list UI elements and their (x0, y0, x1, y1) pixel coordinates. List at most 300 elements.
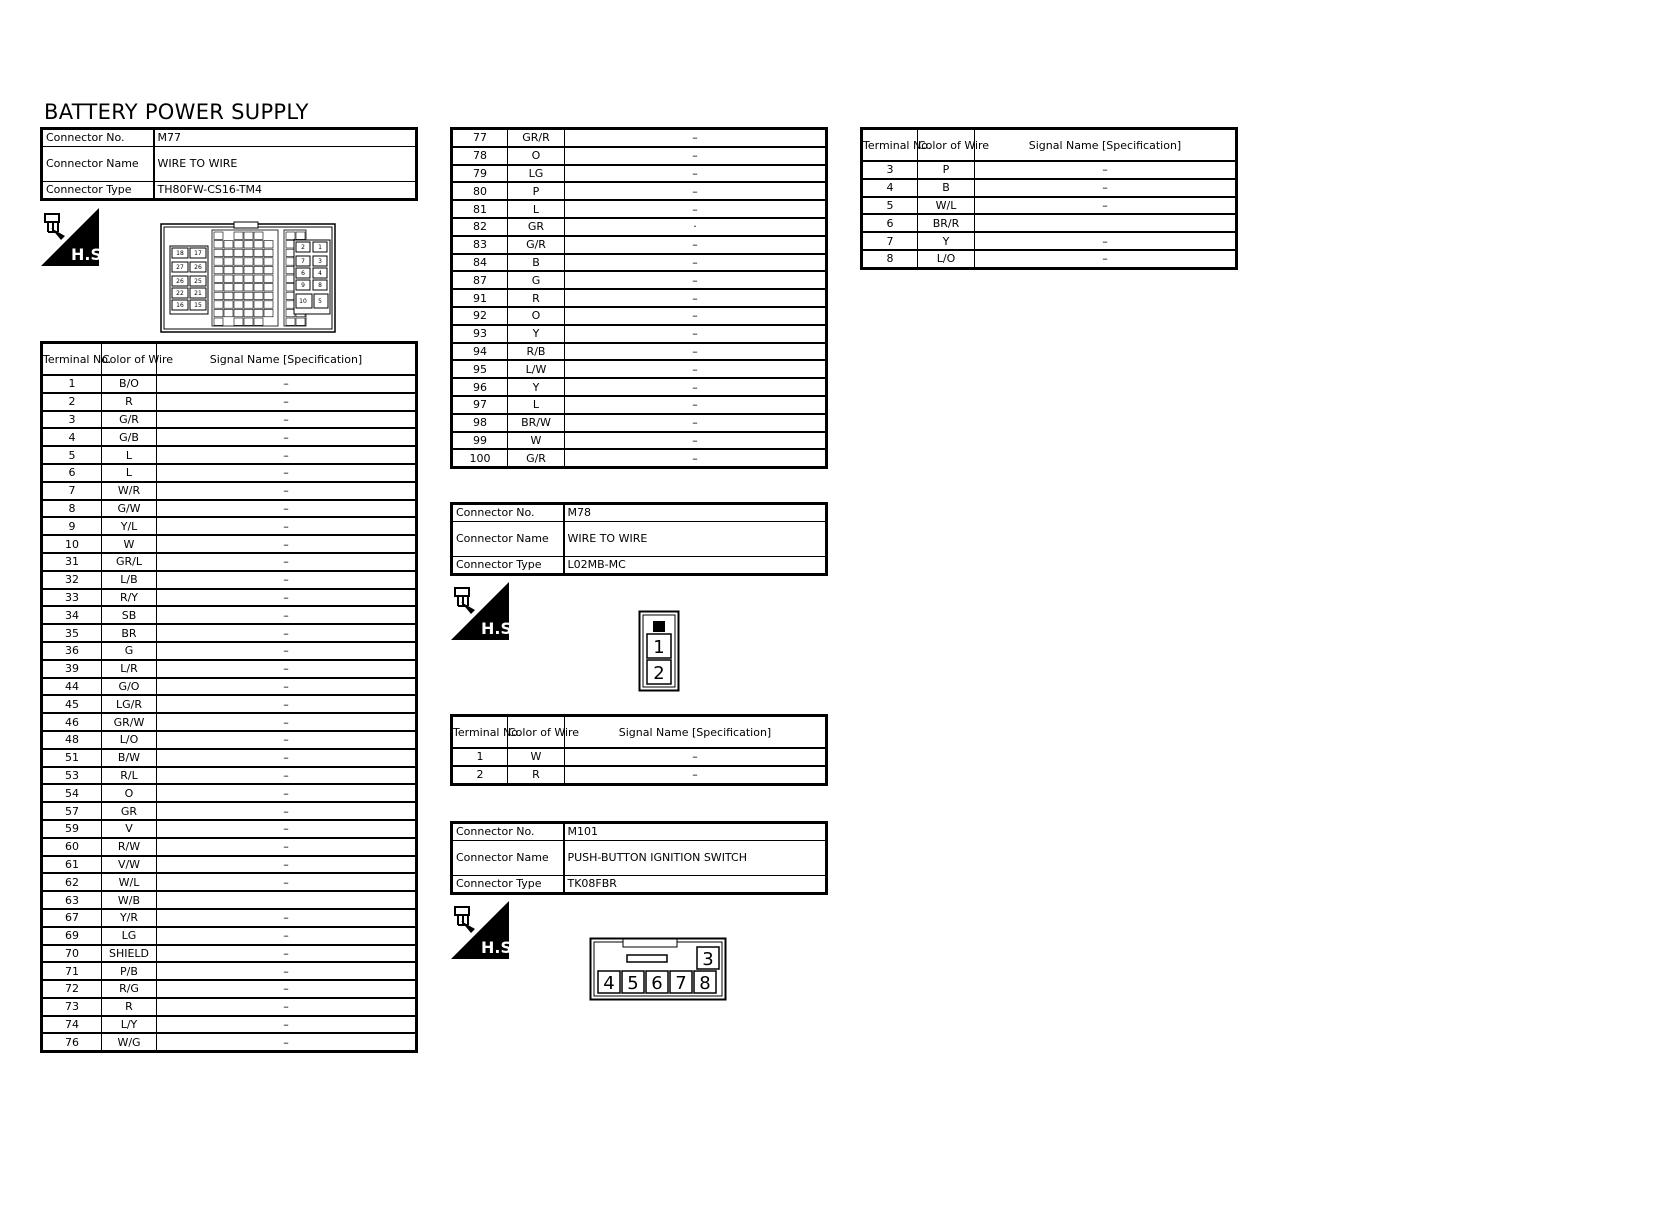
signal-name-cell: – (157, 411, 417, 429)
terminal-no-cell: 91 (452, 289, 508, 307)
terminal-no-cell: 3 (862, 161, 918, 179)
pin-number-label: 9 (301, 282, 305, 289)
terminal-no-cell: 2 (42, 393, 102, 411)
pin-number-label: 15 (194, 302, 202, 309)
table-row (862, 197, 1237, 215)
wire-color-cell: L (102, 446, 157, 464)
signal-name-cell: – (565, 289, 827, 307)
connector-cavity (254, 275, 263, 282)
terminal-no-cell: 3 (42, 411, 102, 429)
connector-cavity (224, 266, 233, 273)
wire-color-cell: L/W (508, 360, 565, 378)
terminal-no-cell: 60 (42, 838, 102, 856)
table-row (42, 909, 417, 927)
wire-color-cell: B (918, 179, 975, 197)
table-row (452, 325, 827, 343)
terminal-no-cell: 94 (452, 343, 508, 361)
connector-cavity (224, 292, 233, 299)
connector-cavity (234, 318, 243, 325)
wire-color-cell: BR/W (508, 414, 565, 432)
signal-name-cell: – (157, 998, 417, 1016)
connector-cavity (224, 249, 233, 256)
pin-number-label: 25 (194, 278, 202, 285)
wire-color-cell: GR (102, 802, 157, 820)
terminal-no-cell: 62 (42, 873, 102, 891)
pin-number-label: 27 (176, 264, 184, 271)
wire-color-cell: O (102, 784, 157, 802)
terminal-no-cell: 48 (42, 731, 102, 749)
m78-connector-name: WIRE TO WIRE (564, 521, 827, 556)
terminal-no-cell: 69 (42, 927, 102, 945)
connector-name-label: Connector Name (42, 146, 154, 181)
connector-cavity (224, 284, 233, 291)
table-row (42, 428, 417, 446)
wire-color-cell: G (508, 271, 565, 289)
connector-cavity (244, 249, 253, 256)
table-row (862, 179, 1237, 197)
color-of-wire-header: Color of Wire (102, 343, 157, 376)
connector-cavity (214, 232, 223, 239)
wire-color-cell: GR/R (508, 129, 565, 147)
terminal-no-cell: 39 (42, 660, 102, 678)
table-row (42, 784, 417, 802)
table-row (452, 449, 827, 467)
wire-color-cell: GR (508, 218, 565, 236)
connector-cavity (254, 249, 263, 256)
terminal-no-header: Terminal No. (452, 716, 508, 749)
signal-name-cell: – (565, 432, 827, 450)
wire-color-cell: W (508, 748, 565, 766)
pin-number-label: 3 (318, 258, 322, 265)
terminal-no-cell: 96 (452, 378, 508, 396)
pin-number-label: 21 (194, 290, 202, 297)
pin-number-label: 8 (318, 282, 322, 289)
m101-pin-7: 7 (675, 973, 687, 994)
table-row (452, 182, 827, 200)
signal-name-cell: – (157, 873, 417, 891)
signal-name-cell: – (565, 254, 827, 272)
signal-name-cell: – (975, 197, 1237, 215)
terminal-no-cell: 7 (42, 482, 102, 500)
table-row (42, 660, 417, 678)
signal-name-cell: – (157, 482, 417, 500)
terminal-no-cell: 6 (42, 464, 102, 482)
wire-color-cell: GR/L (102, 553, 157, 571)
terminal-no-cell: 83 (452, 236, 508, 254)
table-row (452, 378, 827, 396)
terminal-no-cell: 57 (42, 802, 102, 820)
signal-name-cell: – (565, 236, 827, 254)
table-row (42, 606, 417, 624)
table-row (452, 307, 827, 325)
connector-cavity (244, 258, 253, 265)
pin-number-label: 16 (176, 302, 184, 309)
wire-color-cell: W/R (102, 482, 157, 500)
table-row (42, 695, 417, 713)
connector-cavity (234, 249, 243, 256)
connector-cavity (254, 266, 263, 273)
signal-name-cell: – (565, 165, 827, 183)
wire-color-cell: W/B (102, 891, 157, 909)
signal-name-cell: – (565, 449, 827, 467)
table-row (42, 873, 417, 891)
wire-color-cell: LG (508, 165, 565, 183)
table-row (452, 236, 827, 254)
wire-color-cell: B/O (102, 375, 157, 393)
terminal-no-cell: 67 (42, 909, 102, 927)
wire-color-cell: W (508, 432, 565, 450)
wire-color-cell: V (102, 820, 157, 838)
table-row (452, 254, 827, 272)
m101-connector-type: TK08FBR (564, 875, 827, 893)
terminal-no-cell: 80 (452, 182, 508, 200)
table-row (42, 998, 417, 1016)
terminal-no-header: Terminal No. (862, 129, 918, 162)
connector-cavity (234, 258, 243, 265)
connector-cavity (214, 258, 223, 265)
m77-connector-name: WIRE TO WIRE (154, 146, 417, 181)
connector-cavity (224, 241, 233, 248)
signal-name-cell: – (157, 767, 417, 785)
connector-cavity (214, 292, 223, 299)
connector-cavity (254, 309, 263, 316)
connector-cavity (214, 249, 223, 256)
signal-name-cell: – (565, 748, 827, 766)
table-row (452, 343, 827, 361)
terminal-no-cell: 87 (452, 271, 508, 289)
connector-cavity (254, 258, 263, 265)
wire-color-cell: P/B (102, 962, 157, 980)
signal-name-cell: – (157, 713, 417, 731)
wire-color-cell: L/R (102, 660, 157, 678)
table-row (42, 713, 417, 731)
wire-color-cell: G (102, 642, 157, 660)
terminal-no-cell: 100 (452, 449, 508, 467)
connector-cavity (264, 241, 273, 248)
signal-name-cell: – (157, 606, 417, 624)
terminal-no-cell: 4 (862, 179, 918, 197)
wire-color-cell: L (508, 200, 565, 218)
table-row (42, 927, 417, 945)
connector-cavity (244, 275, 253, 282)
terminal-no-cell: 84 (452, 254, 508, 272)
m101-terminal-table (860, 127, 1238, 270)
signal-name-cell: – (157, 980, 417, 998)
connector-cavity (254, 232, 263, 239)
wire-color-cell: BR/R (918, 214, 975, 232)
signal-name-cell (975, 214, 1237, 232)
wire-color-cell: L/O (102, 731, 157, 749)
connector-cavity (214, 266, 223, 273)
signal-name-cell: – (157, 446, 417, 464)
wire-color-cell: Y (918, 232, 975, 250)
connector-cavity (254, 292, 263, 299)
connector-cavity (234, 232, 243, 239)
wire-color-cell: W/L (918, 197, 975, 215)
table-row (452, 147, 827, 165)
m77-connector-type: TH80FW-CS16-TM4 (154, 181, 417, 199)
pin-number-label: 5 (318, 298, 322, 305)
pin-number-label: 26 (176, 278, 184, 285)
wire-color-cell: Y (508, 325, 565, 343)
wire-color-cell: R/B (508, 343, 565, 361)
m77-terminal-table-b (450, 127, 828, 469)
signal-name-cell: – (565, 307, 827, 325)
terminal-no-cell: 45 (42, 695, 102, 713)
signal-name-cell: – (157, 660, 417, 678)
connector-cavity (244, 284, 253, 291)
table-row (42, 571, 417, 589)
connector-type-label: Connector Type (452, 875, 564, 893)
pin-number-label: 1 (318, 244, 322, 251)
table-row (862, 214, 1237, 232)
harness-side-icon (451, 901, 519, 959)
pin-number-label: 26 (194, 264, 202, 271)
signal-name-cell: – (975, 161, 1237, 179)
terminal-no-cell: 71 (42, 962, 102, 980)
wire-color-cell: W/G (102, 1033, 157, 1051)
wire-color-cell: SHIELD (102, 945, 157, 963)
terminal-no-cell: 1 (42, 375, 102, 393)
terminal-no-cell: 5 (42, 446, 102, 464)
signal-name-cell: – (157, 820, 417, 838)
table-row (42, 464, 417, 482)
wire-color-cell: P (508, 182, 565, 200)
signal-name-header: Signal Name [Specification] (975, 129, 1237, 162)
m101-pin-4: 4 (603, 973, 615, 994)
signal-name-cell: – (975, 179, 1237, 197)
connector-cavity (214, 275, 223, 282)
signal-name-cell: – (157, 464, 417, 482)
signal-name-header: Signal Name [Specification] (565, 716, 827, 749)
terminal-no-cell: 53 (42, 767, 102, 785)
signal-name-cell: – (157, 731, 417, 749)
connector-cavity (244, 266, 253, 273)
table-row (42, 838, 417, 856)
terminal-no-cell: 72 (42, 980, 102, 998)
table-row (42, 678, 417, 696)
connector-type-label: Connector Type (452, 556, 564, 574)
wire-color-cell: V/W (102, 856, 157, 874)
hs-label: H.S. (481, 619, 519, 638)
signal-name-cell: – (975, 250, 1237, 268)
table-row (42, 535, 417, 553)
wire-color-cell: L/B (102, 571, 157, 589)
terminal-no-cell: 8 (862, 250, 918, 268)
pin-number-label: 2 (301, 244, 305, 251)
signal-name-cell: – (565, 378, 827, 396)
connector-cavity (234, 292, 243, 299)
connector-cavity (214, 241, 223, 248)
connector-no-label: Connector No. (42, 129, 154, 147)
signal-name-cell: – (157, 553, 417, 571)
table-row (42, 1016, 417, 1034)
signal-name-cell: – (565, 396, 827, 414)
terminal-no-cell: 73 (42, 998, 102, 1016)
terminal-no-cell: 6 (862, 214, 918, 232)
terminal-no-header: Terminal No. (42, 343, 102, 376)
signal-name-cell: – (565, 200, 827, 218)
connector-cavity (264, 249, 273, 256)
table-row (452, 396, 827, 414)
pin-number-label: 18 (176, 250, 184, 257)
wire-color-cell: W/L (102, 873, 157, 891)
pin-number-label: 10 (299, 298, 307, 305)
m78-pin-1: 1 (653, 637, 665, 658)
wire-color-cell: R (102, 393, 157, 411)
pin-number-label: 7 (301, 258, 305, 265)
signal-name-cell: – (157, 784, 417, 802)
table-row (42, 767, 417, 785)
connector-cavity (264, 266, 273, 273)
connector-cavity (234, 266, 243, 273)
signal-name-cell: – (157, 962, 417, 980)
table-row (42, 482, 417, 500)
signal-name-cell: – (157, 571, 417, 589)
connector-cavity (264, 258, 273, 265)
connector-cavity (264, 309, 273, 316)
signal-name-cell: – (975, 232, 1237, 250)
signal-name-cell: – (157, 802, 417, 820)
terminal-no-cell: 36 (42, 642, 102, 660)
signal-name-cell: – (157, 428, 417, 446)
table-row (42, 624, 417, 642)
signal-name-cell: – (157, 1033, 417, 1051)
table-row (452, 129, 827, 147)
wire-color-cell: O (508, 147, 565, 165)
connector-cavity (254, 284, 263, 291)
connector-cavity (244, 318, 253, 325)
table-row (452, 271, 827, 289)
m78-connector-type: L02MB-MC (564, 556, 827, 574)
signal-name-cell: – (157, 695, 417, 713)
signal-name-cell: – (157, 909, 417, 927)
terminal-no-cell: 10 (42, 535, 102, 553)
wire-color-cell: G/W (102, 500, 157, 518)
terminal-no-cell: 33 (42, 589, 102, 607)
signal-name-cell: – (157, 500, 417, 518)
table-row (452, 432, 827, 450)
table-row (452, 414, 827, 432)
table-row (42, 411, 417, 429)
hs-label: H.S. (71, 245, 109, 264)
connector-cavity (244, 309, 253, 316)
pin-number-label: 4 (318, 270, 322, 277)
terminal-no-cell: 9 (42, 517, 102, 535)
wire-color-cell: LG (102, 927, 157, 945)
terminal-no-cell: 97 (452, 396, 508, 414)
connector-cavity (214, 301, 223, 308)
wire-color-cell: G/R (508, 449, 565, 467)
connector-cavity (214, 309, 223, 316)
wire-color-cell: R (102, 998, 157, 1016)
m78-terminal-table (450, 714, 828, 786)
table-row (42, 891, 417, 909)
wire-color-cell: R/L (102, 767, 157, 785)
connector-cavity (224, 275, 233, 282)
m101-connector-name: PUSH-BUTTON IGNITION SWITCH (564, 840, 827, 875)
terminal-no-cell: 44 (42, 678, 102, 696)
m78-connector-diagram (638, 610, 680, 692)
wire-color-cell: Y/L (102, 517, 157, 535)
table-row (42, 446, 417, 464)
table-row (452, 766, 827, 784)
wire-color-cell: W (102, 535, 157, 553)
terminal-no-cell: 99 (452, 432, 508, 450)
wire-color-cell: B/W (102, 749, 157, 767)
table-row (42, 945, 417, 963)
terminal-no-cell: 77 (452, 129, 508, 147)
connector-cavity (264, 301, 273, 308)
harness-side-icon (451, 582, 519, 640)
m101-pin-5: 5 (627, 973, 639, 994)
hs-label: H.S. (481, 938, 519, 957)
connector-cavity (214, 318, 223, 325)
connector-name-label: Connector Name (452, 840, 564, 875)
wire-color-cell: Y (508, 378, 565, 396)
signal-name-cell: – (157, 678, 417, 696)
connector-cavity (214, 284, 223, 291)
terminal-no-cell: 93 (452, 325, 508, 343)
signal-name-cell: – (157, 535, 417, 553)
m101-connector-no: M101 (564, 823, 827, 841)
terminal-no-cell: 74 (42, 1016, 102, 1034)
pin-number-label: 17 (194, 250, 202, 257)
wire-color-cell: R/W (102, 838, 157, 856)
connector-cavity (286, 318, 295, 325)
page-title: BATTERY POWER SUPPLY (44, 100, 309, 124)
table-row (42, 553, 417, 571)
table-row (42, 517, 417, 535)
table-row (42, 980, 417, 998)
connector-cavity (244, 232, 253, 239)
table-row (42, 962, 417, 980)
signal-name-cell: – (565, 147, 827, 165)
table-row (452, 289, 827, 307)
wire-color-cell: L/Y (102, 1016, 157, 1034)
table-row (452, 200, 827, 218)
terminal-no-cell: 92 (452, 307, 508, 325)
signal-name-cell: – (157, 945, 417, 963)
signal-name-cell: – (157, 624, 417, 642)
table-row (862, 232, 1237, 250)
connector-cavity (234, 301, 243, 308)
m78-connector-no: M78 (564, 504, 827, 522)
m101-connector-info (450, 821, 828, 895)
connector-cavity (234, 275, 243, 282)
connector-cavity (296, 318, 305, 325)
terminal-no-cell: 70 (42, 945, 102, 963)
connector-cavity (264, 275, 273, 282)
table-row (452, 360, 827, 378)
connector-cavity (234, 241, 243, 248)
terminal-no-cell: 61 (42, 856, 102, 874)
terminal-no-cell: 63 (42, 891, 102, 909)
table-row (862, 161, 1237, 179)
table-row (42, 731, 417, 749)
terminal-no-cell: 82 (452, 218, 508, 236)
wire-color-cell: Y/R (102, 909, 157, 927)
terminal-no-cell: 76 (42, 1033, 102, 1051)
signal-name-cell: – (157, 1016, 417, 1034)
m101-pin-6: 6 (651, 973, 663, 994)
wire-color-cell: P (918, 161, 975, 179)
terminal-no-cell: 32 (42, 571, 102, 589)
signal-name-header: Signal Name [Specification] (157, 343, 417, 376)
wire-color-cell: B (508, 254, 565, 272)
terminal-no-cell: 31 (42, 553, 102, 571)
table-row (42, 749, 417, 767)
